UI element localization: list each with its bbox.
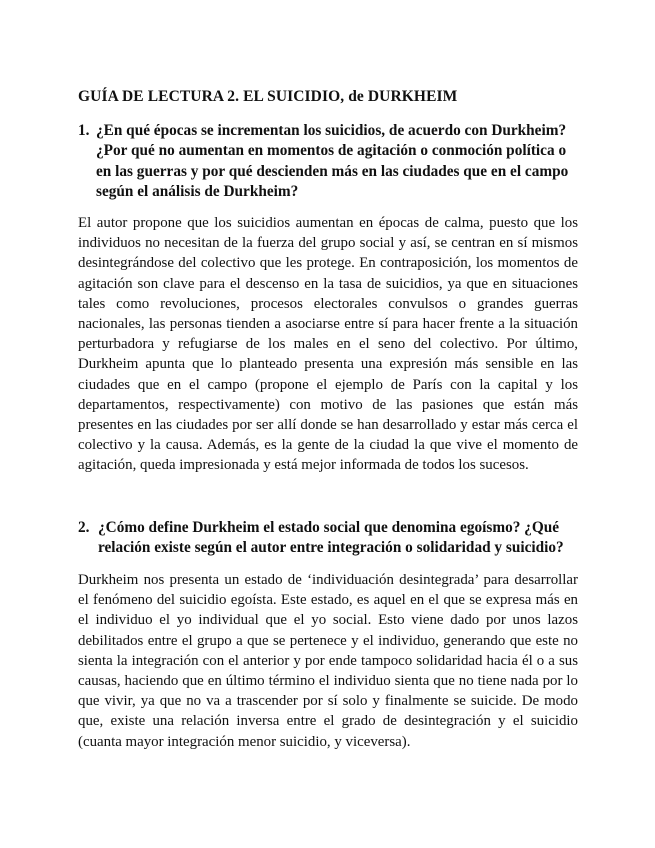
question-number: 2. <box>78 519 90 536</box>
question-2 <box>78 518 578 559</box>
answer-1: El autor propone que los suicidios aumentan en épocas de calma, puesto que los individuos no necesitan de la fuerza del grupo social y así, se centran en sí mismos desintegrándose del colectivo que les protege. En contraposición, los momentos de agitación son clave para el descenso en la tasa de suicidios, ya que en situaciones tales como revoluciones, procesos electorales convulsos o grandes guerras nacionales, las personas tienden a asociarse entre sí para hacer frente a la situación perturbadora y refugiarse de los males en el seno del colectivo. Por último, Durkheim apunta que lo planteado presenta una expresión más sensible en las ciudades que en el campo (propone el ejemplo de París con la capital y los departamentos, respectivamente) con motivo de las pasiones que están más presentes en las ciudades por ser allí donde se han desarrollado y estar más cerca el colectivo y la causa. Además, es la gente de la ciudad la que vive el momento de agitación, queda impresionada y está mejor informada de todos los sucesos. <box>78 215 578 474</box>
document-title: GUÍA DE LECTURA 2. EL SUICIDIO, de DURKHEIM <box>78 88 458 105</box>
answer-2: Durkheim nos presenta un estado de ‘individuación desintegrada’ para desarrollar el fenómeno del suicidio egoísta. Este estado, es aquel en el que se expresa más en el individuo el yo individual que el yo social. Esto viene dado por unos lazos debilitados entre el grupo a que se pertenece y el individuo, generando que este no sienta la integración con el anterior y por ende tampoco solidaridad hacia él o a sus causas, haciendo que en último término el individuo sienta que no tiene nada por lo que vivir, ya que no va a trascender por sí solo y finalmente se suicide. De modo que, existe una relación inversa entre el grado de desintegración y el suicidio (cuanta mayor integración menor suicidio, y viceversa). <box>78 572 578 750</box>
question-text: ¿En qué épocas se incrementan los suicidios, de acuerdo con Durkheim? ¿Por qué no aumentan en momentos de agitación o conmoción política o en las guerras y por qué descienden más en las ciudades que en el campo según el análisis de Durkheim? <box>96 122 569 200</box>
question-1 <box>78 121 578 202</box>
question-number: 1. <box>78 122 90 139</box>
question-text: ¿Cómo define Durkheim el estado social que denomina egoísmo? ¿Qué relación existe según el autor entre integración o solidaridad y suicidio? <box>98 519 564 557</box>
